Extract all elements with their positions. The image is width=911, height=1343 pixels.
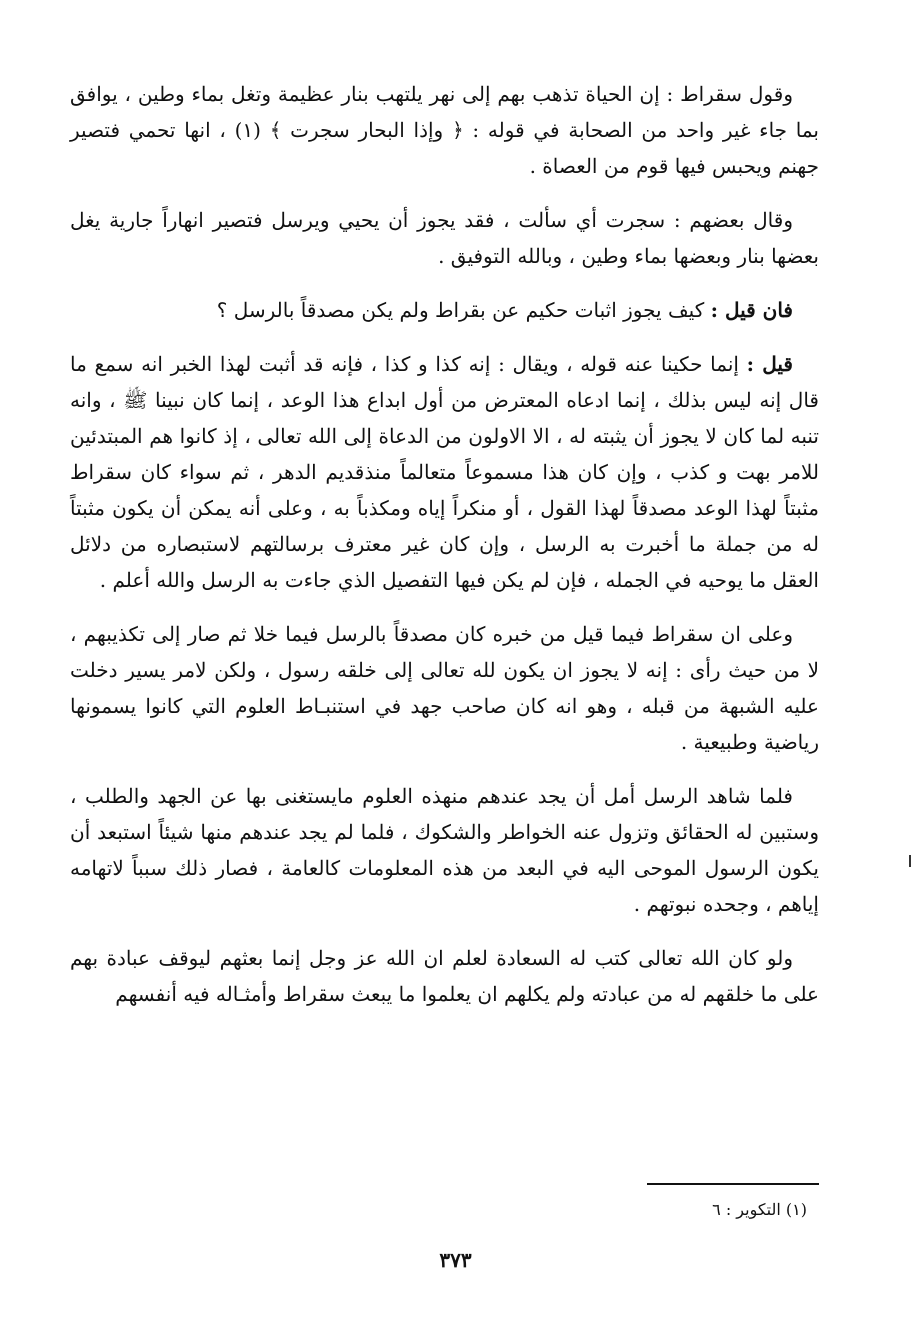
paragraph-text: وقال بعضهم : سجرت أي سألت ، فقد يجوز أن يحيي ويرسل فتصير انهاراً جارية يغل بعضها بنار وبعضها بماء وطين ، وبالله التوفيق .	[70, 208, 819, 268]
footnote-divider	[647, 1183, 819, 1185]
paragraph-text: كيف يجوز اثبات حكيم عن بقراط ولم يكن مصدقاً بالرسل ؟	[216, 298, 711, 322]
paragraph-text: وقول سقراط : إن الحياة تذهب بهم إلى نهر يلتهب بنار عظيمة وتغل بماء وطين ، يوافق بما جاء غير واحد من الصحابة في قوله : ﴿ وإذا البحار سجرت ﴾ (١) ، انها تحمي فتصير جهنم ويحبس فيها قوم من العصاة .	[70, 82, 819, 178]
footnote: (١) التكوير : ٦	[712, 1200, 807, 1219]
paragraph-text: فلما شاهد الرسل أمل أن يجد عندهم منهذه العلوم مايستغنى بها عن الجهد والطلب ، وستبين له الحقائق وتزول عنه الخواطر والشكوك ، فلما لم يجد عندهم منها شيئاً استبعد أن يكون الرسول الموحى اليه في البعد من هذه المعلومات كالعامة ، فصار ذلك سبباً لاتهامه إياهم ، وجحده نبوتهم .	[70, 784, 819, 916]
paragraph-5	[70, 616, 819, 760]
paragraph-1	[70, 76, 819, 184]
paragraph-lead: قيل :	[746, 352, 793, 376]
body-text	[70, 76, 819, 1030]
page-number: ٣٧٣	[439, 1248, 472, 1272]
paragraph-2	[70, 202, 819, 274]
paragraph-lead: فان قيل :	[710, 298, 793, 322]
paragraph-3	[70, 292, 819, 328]
paragraph-text: وعلى ان سقراط فيما قيل من خبره كان مصدقاً بالرسل فيما خلا ثم صار إلى تكذيبهم ، لا من حيث رأى : إنه لا يجوز ان يكون لله تعالى إلى خلقه رسول ، ولكن لامر يسير دخلت عليه الشبهة من قبله ، وهو انه كان صاحب جهد في استنبـاط العلوم التي كانوا يسمونها رياضية وطبيعية .	[70, 622, 819, 754]
paragraph-4	[70, 346, 819, 598]
paragraph-6	[70, 778, 819, 922]
paragraph-7	[70, 940, 819, 1012]
paragraph-text: ولو كان الله تعالى كتب له السعادة لعلم ان الله عز وجل إنما بعثهم ليوقف عبادة بهم على ما خلقهم له من عبادته ولم يكلهم ان يعلموا ما يبعث سقراط وأمثـاله فيه أنفسهم	[70, 946, 819, 1006]
paragraph-text: إنما حكينا عنه قوله ، ويقال : إنه كذا و كذا ، فإنه قد أثبت لهذا الخبر انه سمع ما قال إنه ليس بذلك ، إنما ادعاه المعترض من أول ابداع هذا الوعد ، إنما كان نبينا ﷺ ، وانه تنبه لما كان لا يجوز أن يثبته له ، الا الاولون من الدعاة إلى الله تعالى ، إذ كانوا هم المبتدئين للامر بهت و كذب ، وإن كان هذا مسموعاً متعالماً منذقديم الدهر ، ثم سواء كان سقراط مثبتاً لهذا الوعد مصدقاً لهذا القول ، أو منكراً إياه ومكذباً به ، وعلى أنه يمكن أن يكون مثبتاً له من جملة ما أخبرت به الرسل ، وإن كان غير معترف برسالتهم لاستبصاره من دلائل العقل ما يوحيه في الجمله ، فإن لم يكن فيها التفصيل الذي جاءت به الرسل والله أعلم .	[70, 352, 819, 592]
